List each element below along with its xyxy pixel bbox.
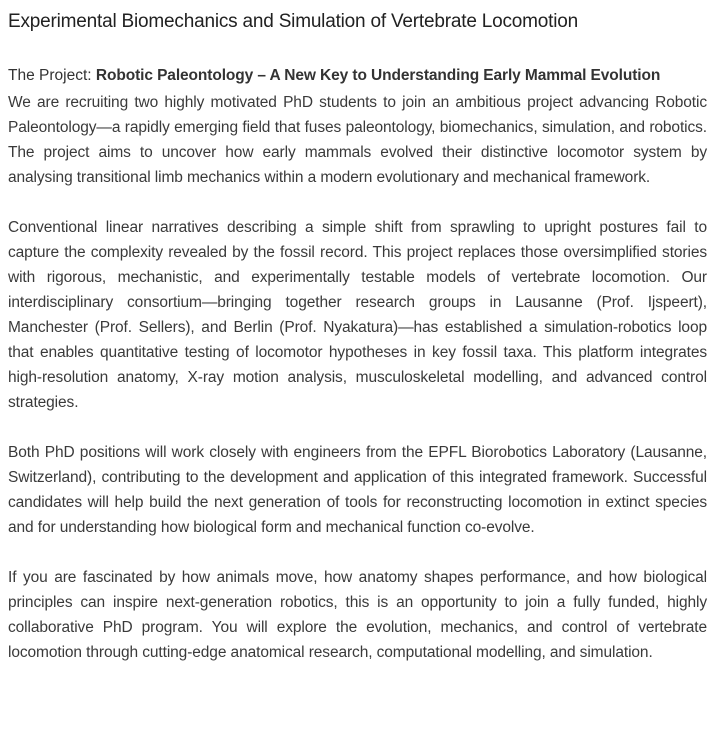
section-heading-emphasis: Robotic Paleontology – A New Key to Understanding Early Mammal Evolution <box>95 67 661 84</box>
paragraph-phd-positions: Both PhD positions will work closely with engineers from the EPFL Biorobotics Laboratory (Lausanne, Switzerland), contributing to the development and application of this integrated framework. Successful candidates will help build the next generation of tools for reconstructing locomotion in extinct species and for understanding how biological form and mechanical function co-evolve. <box>8 444 707 536</box>
section-heading <box>8 63 707 88</box>
paragraph-invitation: If you are fascinated by how animals move, how anatomy shapes performance, and how biological principles can inspire next-generation robotics, this is an opportunity to join a fully funded, highly collaborative PhD program. You will explore the evolution, mechanics, and control of vertebrate locomotion through cutting-edge anatomical research, computational modelling, and simulation. <box>8 569 707 661</box>
paragraph-consortium: Conventional linear narratives describing a simple shift from sprawling to upright postures fail to capture the complexity revealed by the fossil record. This project replaces those oversimplified stories with rigorous, mechanistic, and experimentally testable models of vertebrate locomotion. Our interdisciplinary consortium—bringing together research groups in Lausanne (Prof. Ijspeert), Manchester (Prof. Sellers), and Berlin (Prof. Nyakatura)—has established a simulation-robotics loop that enables quantitative testing of locomotor hypotheses in key fossil taxa. This platform integrates high-resolution anatomy, X-ray motion analysis, musculoskeletal modelling, and advanced control strategies. <box>8 219 707 411</box>
document-title: Experimental Biomechanics and Simulation of Vertebrate Locomotion <box>8 11 578 32</box>
paragraph-project-intro: We are recruiting two highly motivated PhD students to join an ambitious project advancing Robotic Paleontology—a rapidly emerging field that fuses paleontology, biomechanics, simulation, and robotics. The project aims to uncover how early mammals evolved their distinctive locomotor system by analysing transitional limb mechanics within a modern evolutionary and mechanical framework. <box>8 94 707 186</box>
section-heading-prefix: The Project: <box>8 67 96 84</box>
